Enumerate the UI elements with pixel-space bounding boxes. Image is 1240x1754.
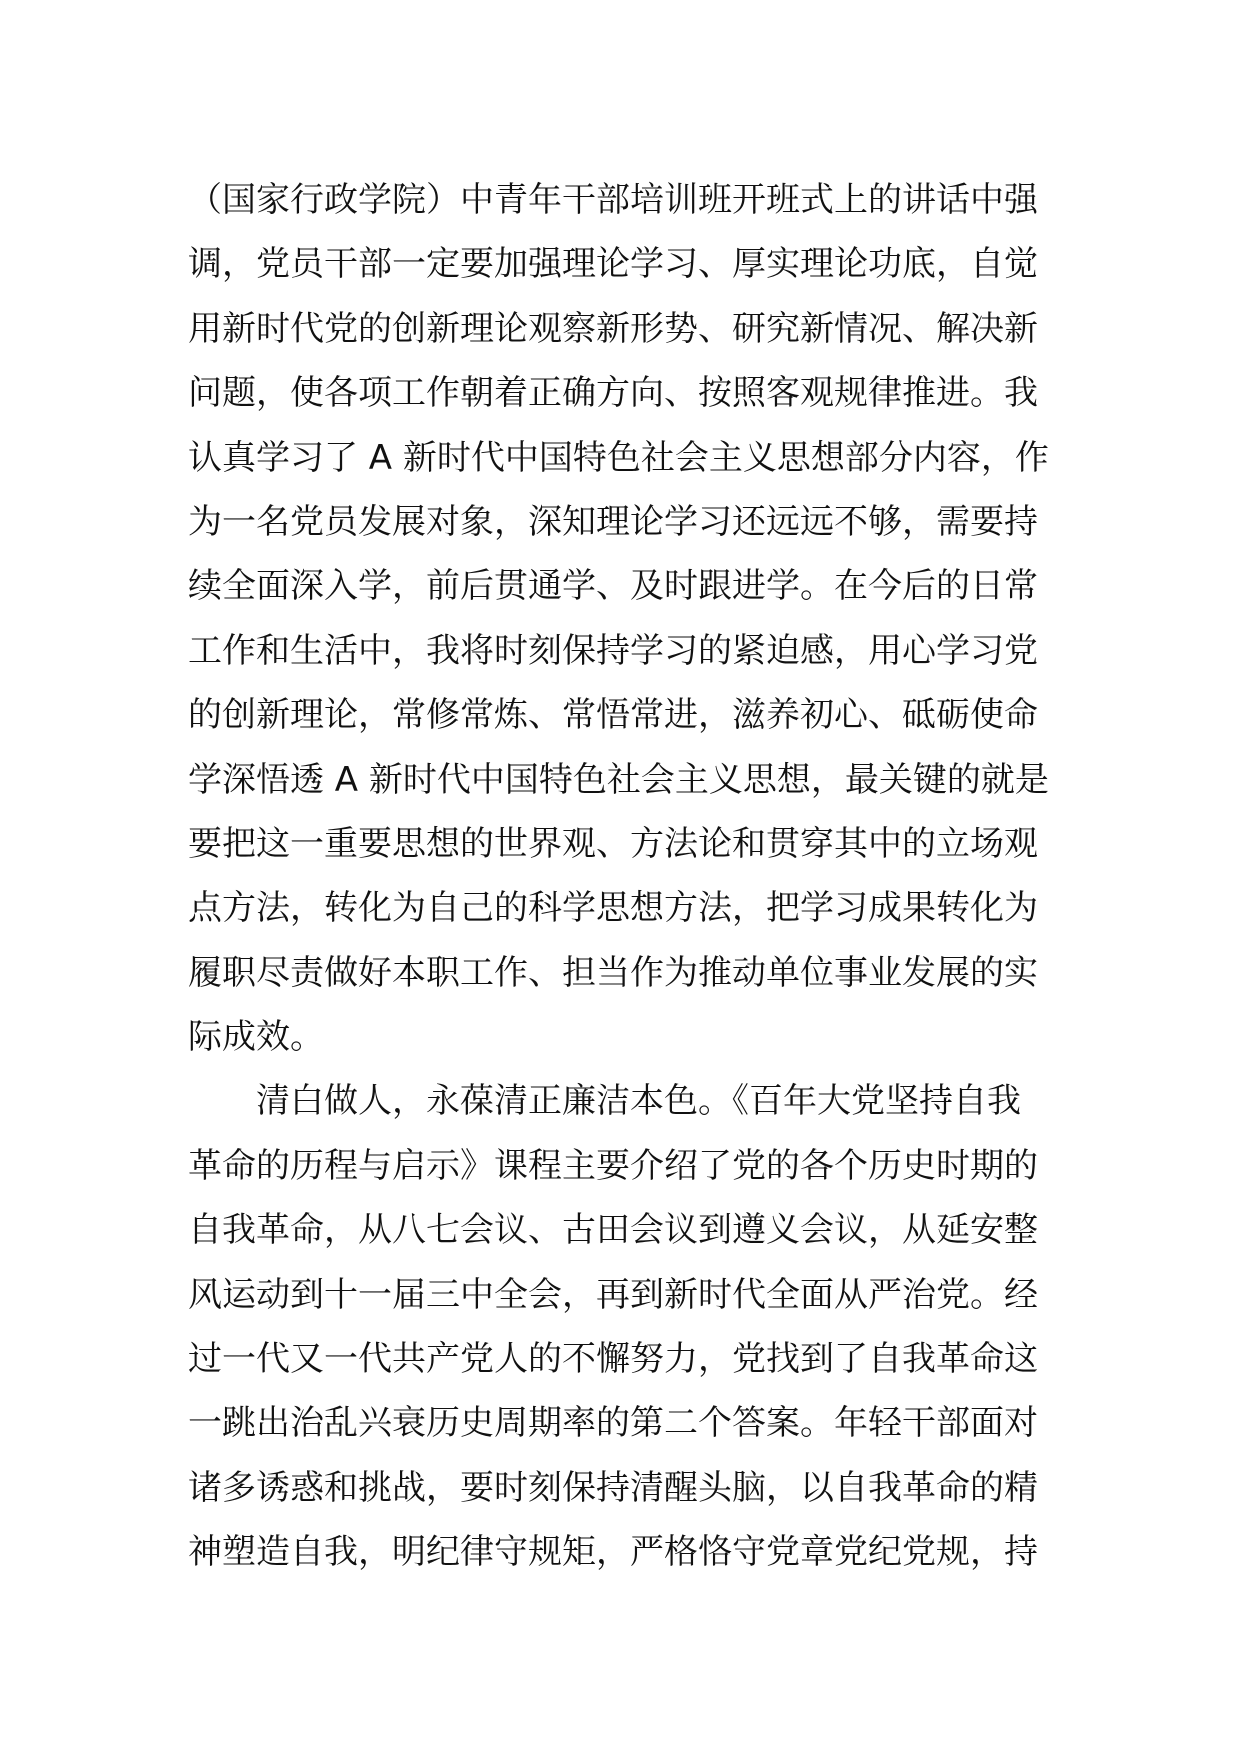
text-line: 风运动到十一届三中全会，再到新时代全面从严治党。经 <box>188 1274 1038 1315</box>
text-line: 的创新理论，常修常炼、常悟常进，滋养初心、砥砺使命 <box>188 695 1038 736</box>
text-line: 一跳出治乱兴衰历史周期率的第二个答案。年轻干部面对 <box>188 1403 1038 1444</box>
text-line: 调，党员干部一定要加强理论学习、厚实理论功底，自觉 <box>188 244 1038 285</box>
text-line: 续全面深入学，前后贯通学、及时跟进学。在今后的日常 <box>188 566 1038 607</box>
text-line: 认真学习了 A 新时代中国特色社会主义思想部分内容，作 <box>188 437 1049 478</box>
text-line: 工作和生活中，我将时刻保持学习的紧迫感，用心学习党 <box>188 630 1038 671</box>
text-line: 学深悟透 A 新时代中国特色社会主义思想，最关键的就是 <box>188 759 1049 800</box>
text-line: 际成效。 <box>188 1017 324 1058</box>
text-line: 点方法，转化为自己的科学思想方法，把学习成果转化为 <box>188 888 1038 929</box>
text-line: 履职尽责做好本职工作、担当作为推动单位事业发展的实 <box>188 952 1038 993</box>
body-text <box>188 168 1050 1585</box>
text-line: 为一名党员发展对象，深知理论学习还远远不够，需要持 <box>188 501 1038 542</box>
text-line: 诸多诱惑和挑战，要时刻保持清醒头脑，以自我革命的精 <box>188 1467 1038 1508</box>
text-line: （国家行政学院）中青年干部培训班开班式上的讲话中强 <box>188 180 1038 220</box>
text-line: 要把这一重要思想的世界观、方法论和贯穿其中的立场观 <box>188 823 1038 864</box>
text-line: 用新时代党的创新理论观察新形势、研究新情况、解决新 <box>188 308 1038 349</box>
text-line: 过一代又一代共产党人的不懈努力，党找到了自我革命这 <box>188 1339 1038 1380</box>
text-line: 神塑造自我，明纪律守规矩，严格恪守党章党纪党规，持 <box>188 1532 1038 1573</box>
text-line: 清白做人，永葆清正廉洁本色。《百年大党坚持自我 <box>188 1081 1021 1122</box>
text-line: 革命的历程与启示》课程主要介绍了党的各个历史时期的 <box>188 1145 1038 1186</box>
text-line: 自我革命，从八七会议、古田会议到遵义会议，从延安整 <box>188 1210 1038 1251</box>
text-line: 问题，使各项工作朝着正确方向、按照客观规律推进。我 <box>188 373 1038 414</box>
